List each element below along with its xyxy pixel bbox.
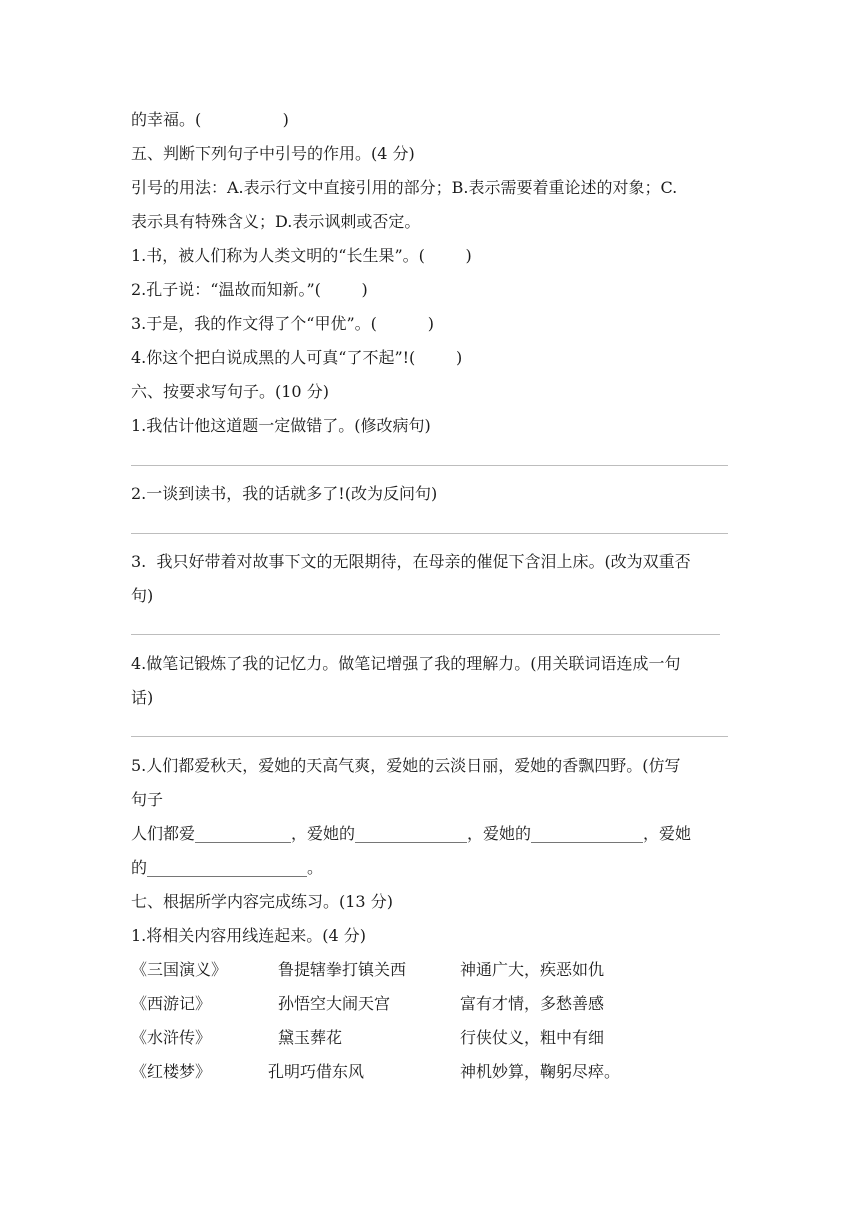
text-line: 表示具有特殊含义；D.表示讽刺或否定。 <box>131 212 421 231</box>
match-event[interactable]: 鲁提辖拳打镇关西 <box>278 960 407 979</box>
question-item: 2.孔子说：“温故而知新。”( ) <box>131 280 368 299</box>
answer-line[interactable] <box>131 533 728 534</box>
text-line: 句) <box>131 586 154 605</box>
fill-in-blank-line: 人们都爱____________，爱她的______________，爱她的______________，爱她 <box>131 824 692 843</box>
text-line: 话) <box>131 688 154 707</box>
answer-line[interactable] <box>131 634 720 635</box>
match-book[interactable]: 《水浒传》 <box>131 1028 212 1047</box>
match-event[interactable]: 孙悟空大闹天宫 <box>278 994 391 1013</box>
section-heading: 六、按要求写句子。(10 分) <box>131 382 329 401</box>
match-book[interactable]: 《三国演义》 <box>131 960 228 979</box>
match-book[interactable]: 《西游记》 <box>131 994 212 1013</box>
question-item: 1.我估计他这道题一定做错了。(修改病句) <box>131 416 431 435</box>
question-item: 5.人们都爱秋天，爱她的天高气爽，爱她的云淡日丽，爱她的香飘四野。(仿写 <box>131 756 681 775</box>
text-line: 的幸福。( ) <box>131 110 289 129</box>
match-event[interactable]: 黛玉葬花 <box>278 1028 343 1047</box>
match-book[interactable]: 《红楼梦》 <box>131 1062 212 1081</box>
answer-line[interactable] <box>131 465 728 466</box>
section-heading: 五、判断下列句子中引号的作用。(4 分) <box>131 144 415 163</box>
question-item: 3. 我只好带着对故事下文的无限期待，在母亲的催促下含泪上床。(改为双重否 <box>131 552 691 571</box>
match-trait[interactable]: 神通广大，疾恶如仇 <box>460 960 605 979</box>
match-trait[interactable]: 行侠仗义，粗中有细 <box>460 1028 605 1047</box>
match-trait[interactable]: 富有才情，多愁善感 <box>460 994 605 1013</box>
match-trait[interactable]: 神机妙算，鞠躬尽瘁。 <box>460 1062 621 1081</box>
text-line: 引号的用法：A.表示行文中直接引用的部分；B.表示需要着重论述的对象；C. <box>131 178 678 197</box>
question-item: 4.你这个把白说成黑的人可真“了不起”!( ) <box>131 348 463 367</box>
question-item: 1.书，被人们称为人类文明的“长生果”。( ) <box>131 246 472 265</box>
question-item: 4.做笔记锻炼了我的记忆力。做笔记增强了我的理解力。(用关联词语连成一句 <box>131 654 681 673</box>
section-heading: 七、根据所学内容完成练习。(13 分) <box>131 892 393 911</box>
answer-line[interactable] <box>131 736 728 737</box>
question-item: 1.将相关内容用线连起来。(4 分) <box>131 926 367 945</box>
match-event[interactable]: 孔明巧借东风 <box>268 1062 365 1081</box>
text-line: 句子 <box>131 790 164 809</box>
question-item: 3.于是，我的作文得了个“甲优”。( ) <box>131 314 434 333</box>
question-item: 2.一谈到读书，我的话就多了!(改为反问句) <box>131 484 438 503</box>
fill-in-blank-line: 的____________________。 <box>131 858 324 877</box>
